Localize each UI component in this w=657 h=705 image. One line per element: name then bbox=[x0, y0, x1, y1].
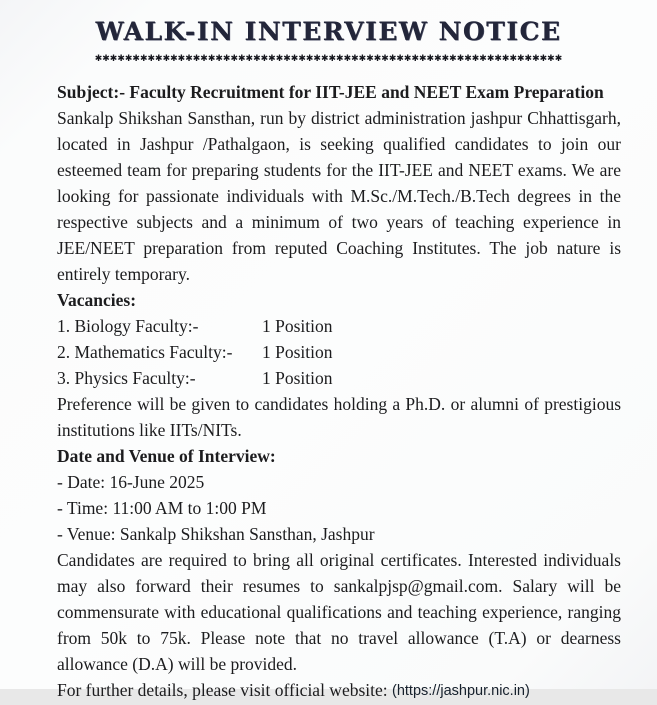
vacancy-row-biology bbox=[57, 313, 621, 339]
vacancy-label: 3. Physics Faculty:- bbox=[57, 368, 196, 388]
interview-date-line: - Date: 16-June 2025 bbox=[57, 472, 205, 492]
intro-paragraph: Sankalp Shikshan Sansthan, run by district administration jashpur Chhattisgarh, located in Jashpur /Pathalgaon, is seeking qualified candidates to join our esteemed team for preparing students for the IIT-JEE and NEET exams. We are looking for passionate individuals with M.Sc./M.Tech./B.Tech degrees in the respective subjects and a minimum of two years of teaching experience in JEE/NEET preparation from reputed Coaching Institutes. The job nature is entirely temporary. bbox=[57, 108, 621, 284]
footer-label: For further details, please visit official website: bbox=[57, 680, 388, 700]
subject-heading: Subject:- Faculty Recruitment for IIT-JEE and NEET Exam Preparation bbox=[57, 82, 604, 102]
footer-line bbox=[57, 677, 621, 705]
vacancy-row-mathematics bbox=[57, 339, 621, 365]
interview-time-line: - Time: 11:00 AM to 1:00 PM bbox=[57, 498, 267, 518]
vacancy-label: 1. Biology Faculty:- bbox=[57, 316, 199, 336]
vacancy-count: 1 Position bbox=[262, 316, 333, 336]
asterisk-divider: ✱✱✱✱✱✱✱✱✱✱✱✱✱✱✱✱✱✱✱✱✱✱✱✱✱✱✱✱✱✱✱✱✱✱✱✱✱✱✱✱✱✱✱✱✱✱✱✱✱✱✱✱✱✱✱✱✱✱✱✱✱✱ bbox=[94, 54, 563, 64]
preference-paragraph: Preference will be given to candidates holding a Ph.D. or alumni of prestigious institutions like IITs/NITs. bbox=[57, 394, 621, 440]
vacancy-count: 1 Position bbox=[262, 342, 333, 362]
closing-paragraph: Candidates are required to bring all original certificates. Interested individuals may also forward their resumes to sankalpjsp@gmail.com. Salary will be commensurate with educational qualifications and teaching experience, ranging from 50k to 75k. Please note that no travel allowance (T.A) or dearness allowance (D.A) will be provided. bbox=[57, 550, 621, 674]
interview-venue-line: - Venue: Sankalp Shikshan Sansthan, Jashpur bbox=[57, 524, 375, 544]
notice-body bbox=[57, 79, 621, 705]
date-venue-heading: Date and Venue of Interview: bbox=[57, 446, 276, 466]
page-title: WALK-IN INTERVIEW NOTICE bbox=[95, 17, 562, 46]
vacancy-row-physics bbox=[57, 365, 621, 391]
official-website-url: (https://jashpur.nic.in) bbox=[392, 683, 530, 699]
vacancy-count: 1 Position bbox=[262, 368, 333, 388]
vacancies-heading: Vacancies: bbox=[57, 290, 137, 310]
vacancy-label: 2. Mathematics Faculty:- bbox=[57, 342, 233, 362]
